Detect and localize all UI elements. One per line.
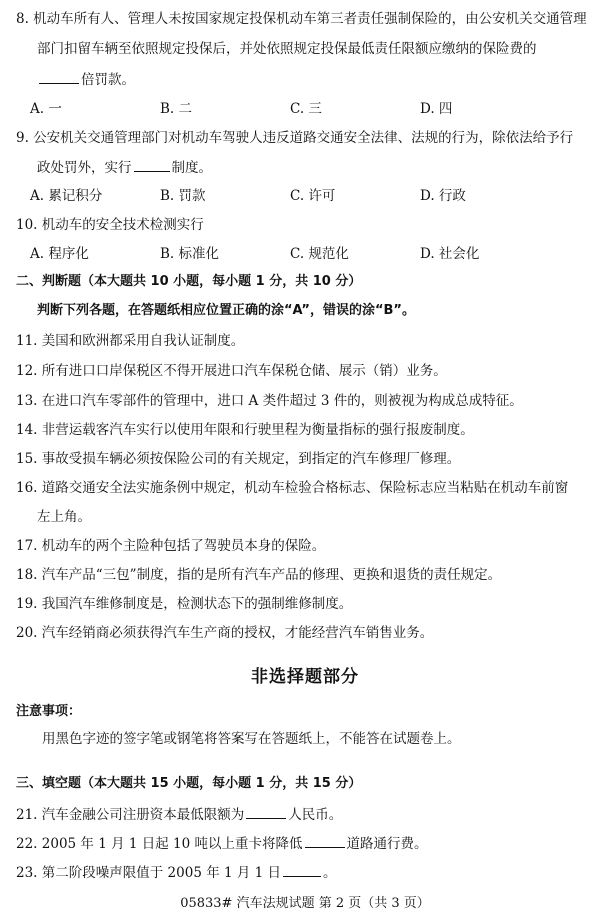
q9-option-b: B. 罚款: [160, 188, 206, 204]
q10-option-c: C. 规范化: [290, 246, 349, 262]
q8-option-c: C. 三: [290, 101, 322, 117]
judge-item-14: 14. 非营运载客汽车实行以使用年限和行驶里程为衡量指标的强行报废制度。: [16, 422, 474, 438]
answer-blank: [283, 863, 321, 877]
q8-option-b: B. 二: [160, 101, 193, 117]
notice-title: 注意事项：: [16, 704, 82, 719]
fill-item-23-prefix: 23. 第二阶段噪声限值于 2005 年 1 月 1 日: [16, 865, 282, 881]
q9-line-2-prefix: 政处罚外，实行: [37, 160, 132, 176]
notice-text: 用黑色字迹的签字笔或钢笔将答案写在答题纸上，不能答在试题卷上。: [42, 731, 461, 747]
judge-item-13: 13. 在进口汽车零部件的管理中，进口 A 类件超过 3 件的，则被视为构成总成特征。: [16, 393, 523, 409]
q8-option-a: A. 一: [30, 101, 62, 117]
judge-item-19: 19. 我国汽车维修制度是，检测状态下的强制维修制度。: [16, 596, 353, 612]
q10-option-b: B. 标准化: [160, 246, 220, 262]
fill-item-21-prefix: 21. 汽车金融公司注册资本最低限额为: [16, 807, 245, 823]
q9-option-c: C. 许可: [290, 188, 336, 204]
judge-item-11: 11. 美国和欧洲都采用自我认证制度。: [16, 333, 245, 349]
fill-item-21-suffix: 人民币。: [288, 807, 343, 823]
fill-item-22-prefix: 22. 2005 年 1 月 1 日起 10 吨以上重卡将降低: [16, 836, 303, 852]
fill-item-23: [16, 863, 598, 882]
section-2-title: 二、判断题（本大题共 10 小题，每小题 1 分，共 10 分）: [16, 274, 362, 289]
q9-option-a: A. 累记积分: [30, 188, 103, 204]
q10-option-a: A. 程序化: [30, 246, 89, 262]
answer-blank: [246, 805, 286, 819]
q8-line-3-suffix: 倍罚款。: [81, 72, 135, 88]
judge-item-16-cont: 左上角。: [37, 509, 91, 525]
judge-item-18: 18. 汽车产品“三包”制度，指的是所有汽车产品的修理、更换和退货的责任规定。: [16, 567, 502, 583]
answer-blank: [39, 70, 79, 84]
judge-item-12: 12. 所有进口口岸保税区不得开展进口汽车保税仓储、展示（销）业务。: [16, 363, 447, 379]
q10-line-1: 10. 机动车的安全技术检测实行: [16, 217, 204, 233]
judge-item-17: 17. 机动车的两个主险种包括了驾驶员本身的保险。: [16, 538, 326, 554]
section-3-title: 三、填空题（本大题共 15 小题，每小题 1 分，共 15 分）: [16, 776, 362, 791]
q9-line-2-suffix: 制度。: [171, 160, 212, 176]
answer-blank: [305, 834, 345, 848]
q9-line-2: [37, 158, 598, 177]
q9-line-1: 9. 公安机关交通管理部门对机动车驾驶人违反道路交通安全法律、法规的行为，除依法给予行: [16, 130, 574, 146]
fill-item-22-suffix: 道路通行费。: [346, 836, 428, 852]
section-2-instruction: 判断下列各题，在答题纸相应位置正确的涂“A”，错误的涂“B”。: [37, 303, 415, 318]
q8-line-1: 8. 机动车所有人、管理人未按国家规定投保机动车第三者责任强制保险的，由公安机关交通管理: [16, 11, 587, 27]
part-title: 非选择题部分: [251, 667, 359, 687]
judge-item-20: 20. 汽车经销商必须获得汽车生产商的授权，才能经营汽车销售业务。: [16, 625, 434, 641]
fill-item-21: [16, 805, 598, 824]
q8-line-2: 部门扣留车辆至依照规定投保后，并处依照规定投保最低责任限额应缴纳的保险费的: [37, 41, 537, 57]
q8-option-d: D. 四: [420, 101, 453, 117]
answer-blank: [134, 158, 170, 172]
judge-item-16: 16. 道路交通安全法实施条例中规定，机动车检验合格标志、保险标志应当粘贴在机动车前窗: [16, 480, 569, 496]
q9-option-d: D. 行政: [420, 188, 466, 204]
judge-item-15: 15. 事故受损车辆必须按保险公司的有关规定，到指定的汽车修理厂修理。: [16, 451, 461, 467]
q10-option-d: D. 社会化: [420, 246, 480, 262]
fill-item-23-suffix: 。: [323, 865, 337, 881]
q8-line-3: [37, 70, 598, 89]
page-footer: 05833# 汽车法规试题 第 2 页（共 3 页）: [180, 896, 430, 911]
fill-item-22: [16, 834, 598, 853]
